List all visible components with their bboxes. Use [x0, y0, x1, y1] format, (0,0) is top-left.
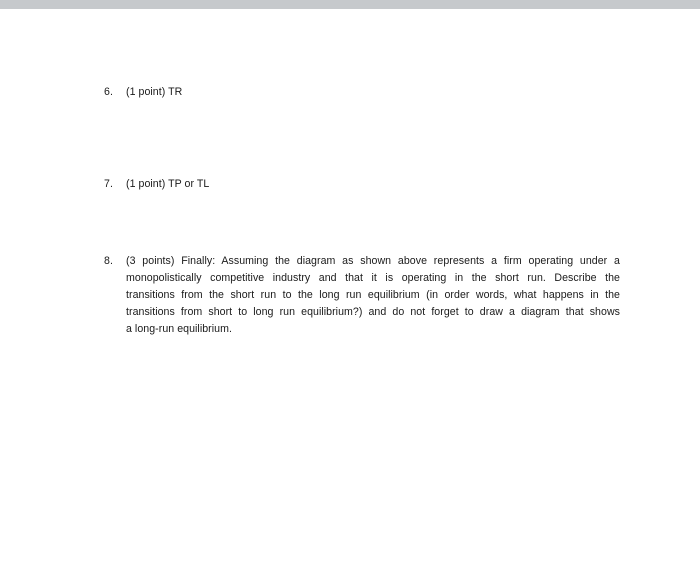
question-text-line: (3 points) Finally: Assuming the diagram as shown above represents a firm operating under a [126, 255, 620, 267]
question-number: 8. [104, 255, 113, 267]
question-text [126, 253, 620, 338]
question-7 [104, 176, 624, 193]
question-number: 6. [104, 86, 113, 98]
question-number: 7. [104, 178, 113, 190]
question-8 [104, 253, 618, 343]
question-6 [104, 84, 624, 101]
question-text-line: transitions from short to long run equilibrium?) and do not forget to draw a diagram that shows [126, 306, 620, 318]
top-bar [0, 0, 700, 9]
question-text-line: monopolistically competitive industry and that it is operating in the short run. Describe the [126, 272, 620, 284]
question-text: (1 point) TP or TL [126, 178, 210, 190]
question-text-line: transitions from the short run to the long run equilibrium (in order words, what happens in the [126, 289, 620, 301]
question-text: (1 point) TR [126, 86, 183, 98]
question-text-line: a long-run equilibrium. [126, 323, 232, 335]
